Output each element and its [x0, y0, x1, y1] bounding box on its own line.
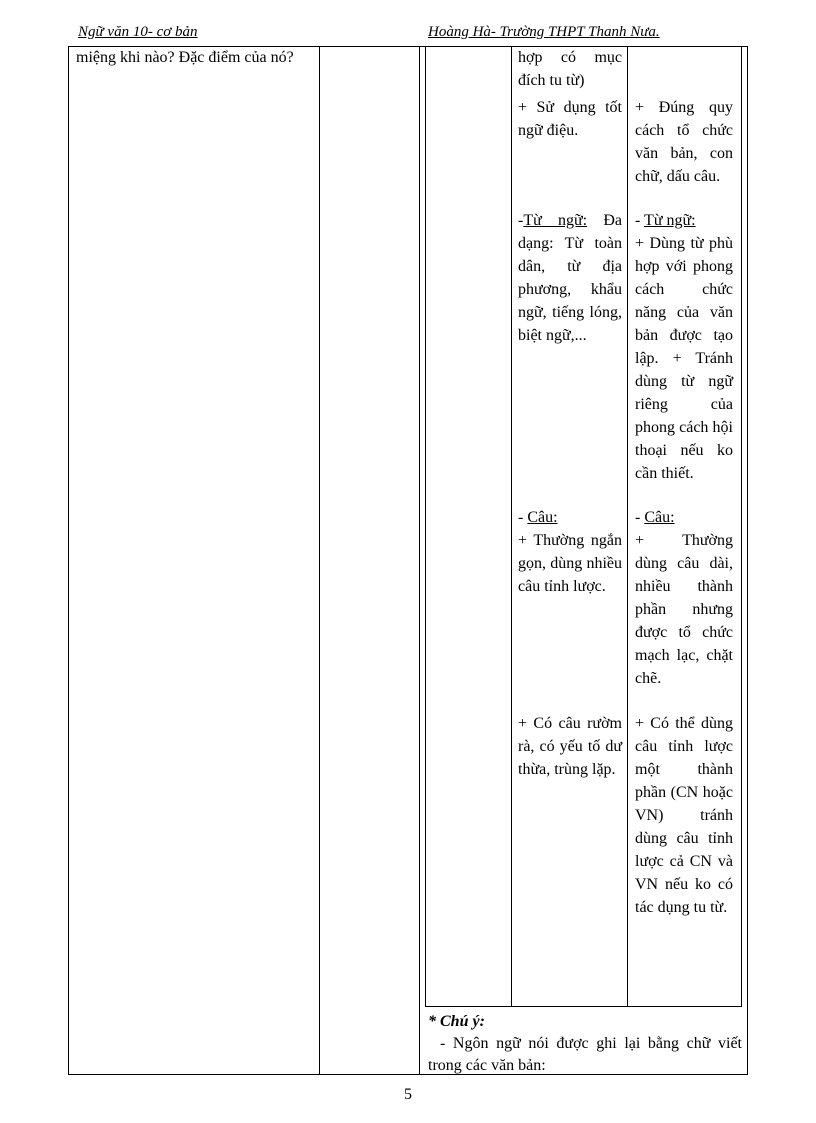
spoken-intonation-cell: + Sử dụng tốt ngữ điệu.	[518, 99, 622, 139]
header-left: Ngữ văn 10- cơ bản	[78, 24, 198, 40]
written-vocabulary-label: Từ ngữ:	[644, 212, 696, 229]
written-format-cell: + Đúng quy cách tổ chức văn bản, con chữ, dấu câu.	[635, 99, 733, 185]
column-divider-1	[319, 46, 320, 1075]
written-sentence-label: Câu:	[644, 509, 675, 526]
written-ellipsis-cell: + Có thể dùng câu tỉnh lược một thành phần (CN hoặc VN) tránh dùng câu tỉnh lược cả CN và VN nếu ko có tác dụng tu từ.	[635, 715, 733, 916]
written-vocabulary-cell: - Từ ngữ: + Dùng từ phù hợp với phong cách chức năng của văn bản được tạo lập. + Tránh dùng từ ngữ riêng của phong cách hội thoại nếu ko cần thiết.	[635, 212, 733, 482]
question-text: miệng khi nào? Đặc điểm của nó?	[76, 49, 294, 66]
comparison-divider-2	[627, 46, 628, 1007]
spoken-purpose-cell: hợp có mục đích tu từ)	[518, 49, 622, 89]
spoken-sentence-cell: - Câu: + Thường ngắn gọn, dùng nhiều câu tỉnh lược.	[518, 509, 622, 595]
note-title: * Chú ý:	[428, 1013, 485, 1030]
spoken-vocabulary-label: Từ ngữ:	[523, 212, 588, 229]
header-right: Hoàng Hà- Trường THPT Thanh Nưa.	[428, 24, 660, 40]
spoken-vocabulary-cell: -Từ ngữ: Đa dạng: Từ toàn dân, từ địa phương, khẩu ngữ, tiếng lóng, biệt ngữ,...	[518, 212, 623, 344]
spoken-sentence-text: + Thường ngắn gọn, dùng nhiều câu tỉnh lược.	[518, 532, 622, 595]
spoken-vocabulary-text: Đa dạng: Từ toàn dân, từ địa phương, khẩu ngữ, tiếng lóng, biệt ngữ,...	[518, 212, 623, 344]
note-body: - Ngôn ngữ nói được ghi lại bằng chữ viết trong các văn bản:	[428, 1035, 742, 1074]
column-divider-2	[419, 46, 420, 1075]
spoken-sentence-label: Câu:	[527, 509, 558, 526]
written-vocabulary-text: + Dùng từ phù hợp với phong cách chức năng của văn bản được tạo lập. + Tránh dùng từ ngữ riêng của phong cách hội thoại nếu ko cần thiết.	[635, 235, 733, 482]
spoken-redundancy-cell: + Có câu rườm rà, có yếu tố dư thừa, trùng lặp.	[518, 715, 622, 778]
written-sentence-cell: - Câu: + Thường dùng câu dài, nhiều thành phần nhưng được tổ chức mạch lạc, chặt chẽ.	[635, 509, 733, 687]
written-sentence-text: + Thường dùng câu dài, nhiều thành phần nhưng được tổ chức mạch lạc, chặt chẽ.	[635, 532, 733, 687]
comparison-divider-1	[511, 46, 512, 1007]
note-section	[428, 1011, 742, 1077]
page-number: 5	[404, 1086, 412, 1103]
